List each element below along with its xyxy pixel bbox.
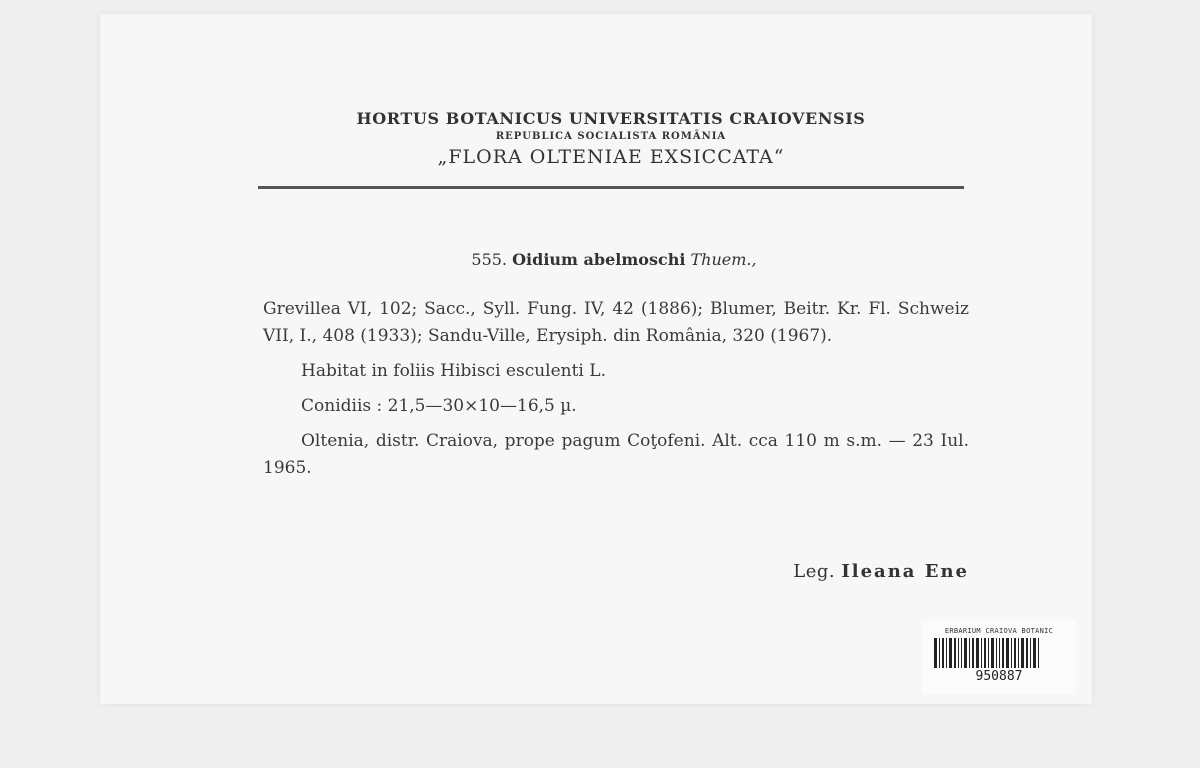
institution-name: HORTUS BOTANICUS UNIVERSITATIS CRAIOVENSIS — [356, 109, 866, 128]
barcode-number: 950887 — [975, 669, 1023, 684]
habitat-text: Habitat in foliis Hibisci esculenti L. — [301, 361, 606, 381]
locality-text: Oltenia, distr. Craiova, prope pagum Coţofeni. Alt. cca 110 m s.m. — 23 Iul. 1965. — [263, 431, 969, 478]
taxon-author: Thuem., — [690, 250, 757, 269]
barcode-stripe — [964, 638, 967, 668]
barcode-stripe — [939, 638, 940, 668]
barcode-stripe — [1021, 638, 1024, 668]
label-header — [255, 108, 967, 170]
barcode-stripe — [999, 638, 1000, 668]
barcode-stripe — [1033, 638, 1036, 668]
barcode-stripe — [991, 638, 994, 668]
barcode-stripe — [961, 638, 962, 668]
barcode-stripe — [1011, 638, 1012, 668]
barcode-stripe — [981, 638, 982, 668]
barcode-stripe — [934, 638, 937, 668]
barcode-stripe — [969, 638, 970, 668]
references-text: Grevillea VI, 102; Sacc., Syll. Fung. IV, 42 (1886); Blumer, Beitr. Kr. Fl. Schweiz VII, I., 408 (1933); Sandu-Ville, Erysiph. din România, 320 (1967). — [263, 299, 969, 346]
specimen-title — [258, 248, 970, 272]
barcode-stripe — [942, 638, 944, 668]
barcode-stripe — [976, 638, 979, 668]
conidia-text: Conidiis : 21,5—30×10—16,5 µ. — [301, 396, 577, 416]
barcode-stripe — [946, 638, 947, 668]
barcode-stripe — [1038, 638, 1039, 668]
series-name: „FLORA OLTENIAE EXSICCATA“ — [437, 146, 785, 168]
barcode-caption: ERBARIUM CRAIOVA BOTANIC — [944, 627, 1054, 635]
collector-name: Ileana Ene — [841, 561, 969, 582]
specimen-number: 555. — [471, 250, 508, 269]
barcode-stripe — [972, 638, 974, 668]
barcode-stripe — [1014, 638, 1016, 668]
barcode-stripe — [984, 638, 986, 668]
collector-line — [263, 559, 969, 585]
barcode-stripe — [954, 638, 956, 668]
barcode-stripe — [1030, 638, 1031, 668]
header-divider — [258, 186, 964, 189]
barcode-stripe — [958, 638, 959, 668]
barcode-stripe — [1002, 638, 1004, 668]
barcode-stripe — [949, 638, 952, 668]
barcode-stripe — [1026, 638, 1028, 668]
country-name: REPUBLICA SOCIALISTA ROMÂNIA — [495, 131, 727, 142]
collector-prefix: Leg. — [793, 561, 836, 582]
taxon-name: Oidium abelmoschi — [512, 250, 686, 269]
barcode-bars — [934, 638, 1064, 668]
barcode-stripe — [1018, 638, 1019, 668]
label-body — [263, 296, 969, 490]
barcode-label — [922, 620, 1076, 694]
barcode-stripe — [1006, 638, 1009, 668]
barcode-stripe — [988, 638, 989, 668]
barcode-stripe — [996, 638, 997, 668]
